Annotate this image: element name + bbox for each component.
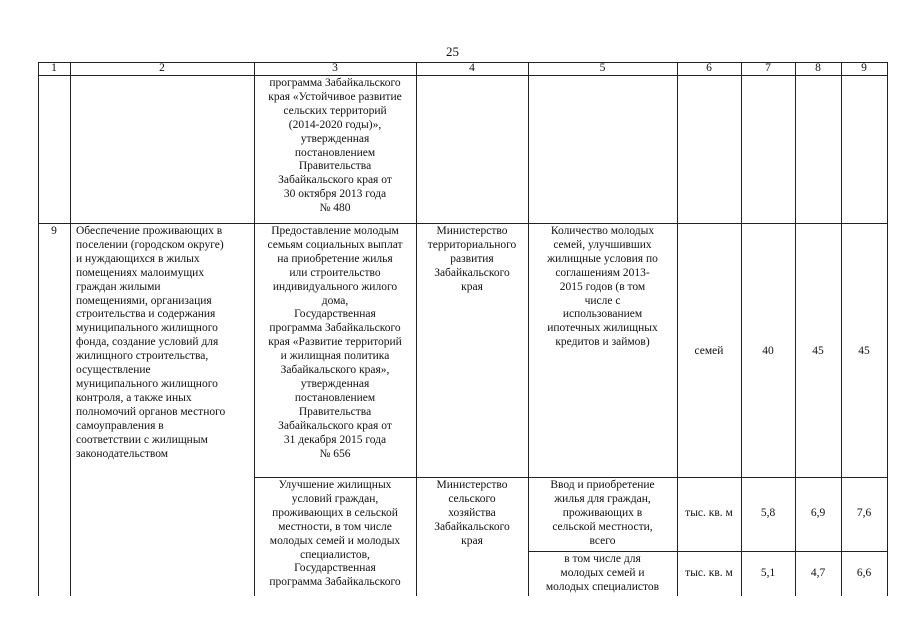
row-divider [38,223,887,224]
column-header-4: 4 [469,62,475,74]
column-header-6: 6 [706,62,712,74]
continued-program-text: программа Забайкальского края «Устойчивое развитие сельских территорий (2014-2020 годы)», утвержденная постановлением Правительства Забайкальского края от 30 октября 2013 года № 480 [268,77,402,215]
responsible-ministry: Министерство сельского хозяйства Забайкальского края [434,479,510,547]
value-column-7: 5,8 [760,507,776,519]
value-column-8: 45 [812,345,824,357]
indicator-name: Количество молодых семей, улучшивших жилищные условия по соглашениям 2013- 2015 годов (в том числе с использованием ипотечных жилищных кредитов и займов) [547,225,658,349]
unit-of-measure: тыс. кв. м [685,567,733,579]
value-column-8: 4,7 [810,567,826,579]
row-number: 9 [51,225,57,237]
measure-description: Улучшение жилищных условий граждан, проживающих в сельской местности, в том числе молодых семей и молодых специалистов, Государственная программа Забайкальского [269,479,401,589]
column-header-3: 3 [332,62,338,74]
value-column-9: 7,6 [856,507,872,519]
value-column-9: 45 [858,345,870,357]
indicator-name: в том числе для молодых семей и молодых специалистов [545,553,660,593]
header-divider [38,75,887,76]
unit-of-measure: семей [694,345,724,357]
table-border-left [38,62,39,596]
value-column-8: 6,9 [810,507,826,519]
table-border-right [887,62,888,596]
column-divider [70,62,71,596]
subrow-divider [254,477,887,478]
unit-of-measure: тыс. кв. м [685,507,733,519]
page-number: 25 [446,44,459,59]
column-header-9: 9 [861,62,867,74]
authority-description: Обеспечение проживающих в поселении (городском округе) и нуждающихся в жилых помещениях малоимущих граждан жилыми помещениями, организация строительства и содержания муниципального жилищного фонда, создание условий для жилищного строительства, осуществление муниципального жилищного контроля, а также иных полномочий органов местного самоуправления в соответствии с жилищным законодательством [76,225,226,460]
column-header-8: 8 [815,62,821,74]
value-column-7: 40 [762,345,774,357]
indicator-name: Ввод и приобретение жилья для граждан, проживающих в сельской местности, всего [550,479,655,547]
column-header-7: 7 [765,62,771,74]
value-column-7: 5,1 [760,567,776,579]
column-header-5: 5 [599,62,606,74]
indicator-divider [528,551,887,552]
column-header-1: 1 [51,62,57,74]
measure-description: Предоставление молодым семьям социальных выплат на приобретение жилья или строительство индивидуального жилого дома, Государственная программа Забайкальского края «Развитие территорий и жилищная политика Забайкальского края», утвержденная постановлением Правительства Забайкальского края от 31 декабря 2015 года № 656 [267,225,403,460]
value-column-9: 6,6 [856,567,872,579]
responsible-ministry: Министерство территориального развития Забайкальского края [427,225,517,293]
column-header-2: 2 [159,62,165,74]
